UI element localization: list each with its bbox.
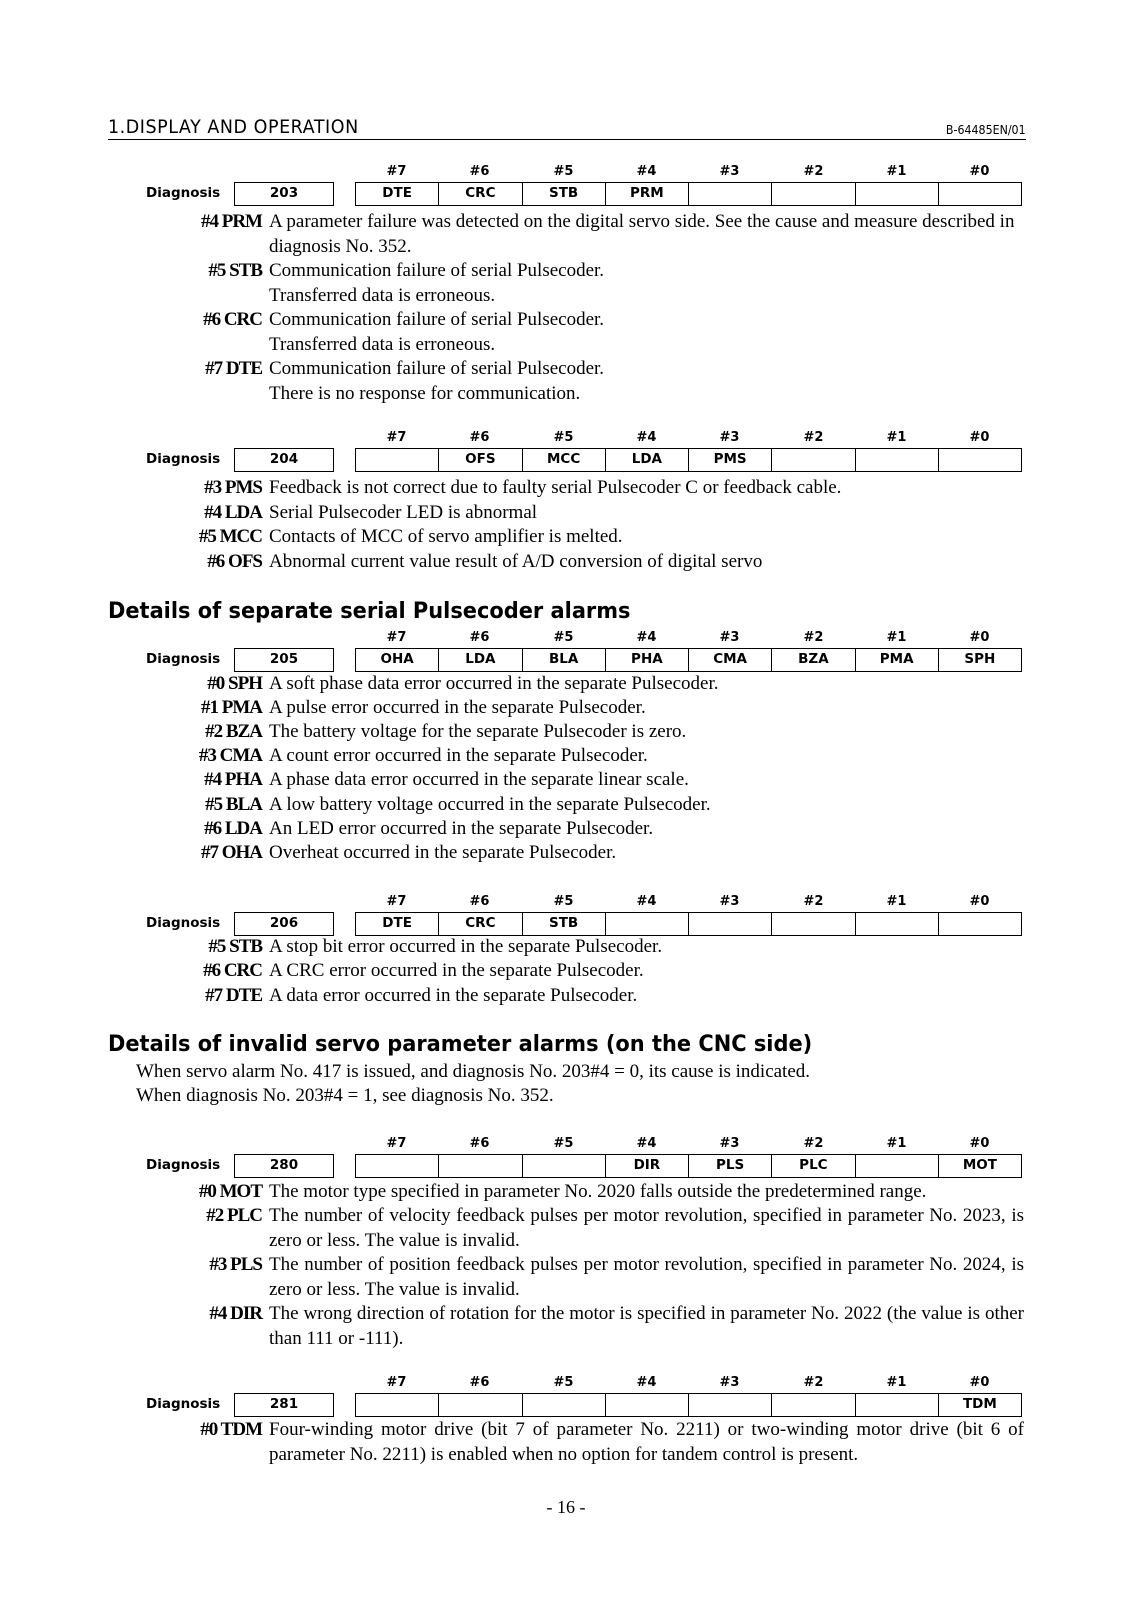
bit-header-7: #7 [386,164,407,179]
bit-header-0: #0 [969,894,990,909]
bit-cell-1 [856,913,939,935]
bit-description-text: A soft phase data error occurred in the separate Pulsecoder. [269,673,719,694]
bit-header-2: #2 [803,1136,824,1151]
bit-tag: #5 BLA [205,794,262,815]
bit-header-7: #7 [386,894,407,909]
bit-cell-7: DTE [356,183,439,205]
bit-cell-1: PMA [856,649,939,671]
bit-tag: #4 PHA [204,769,262,790]
bit-description-text: Contacts of MCC of servo amplifier is melted. [269,526,623,547]
bit-cell-4: DIR [606,1155,689,1177]
bit-tag: #4 PRM [200,211,262,232]
bit-tag: #3 CMA [198,745,262,766]
bit-tag: #1 PMA [200,697,262,718]
bit-cell-5: BLA [523,649,606,671]
diagnosis-205-table [0,630,1132,670]
bit-description-text: A CRC error occurred in the separate Pulsecoder. [269,960,644,981]
bit-header-7: #7 [386,430,407,445]
bit-header-2: #2 [803,1375,824,1390]
bit-description-text: A data error occurred in the separate Pulsecoder. [269,985,638,1006]
bit-header-3: #3 [719,1375,740,1390]
bit-header-1: #1 [886,430,907,445]
intro-paragraph: When diagnosis No. 203#4 = 1, see diagnosis No. 352. [136,1085,554,1106]
bit-cell-6: CRC [439,913,522,935]
bit-tag: #0 MOT [198,1181,262,1202]
bit-tag: #4 DIR [209,1303,262,1324]
bit-header-3: #3 [719,630,740,645]
bit-header-6: #6 [469,894,490,909]
bit-cell-3: CMA [689,649,772,671]
diagnosis-label: Diagnosis [146,185,221,201]
bit-cell-0 [939,913,1021,935]
bit-cell-0: MOT [962,1157,997,1173]
bit-cell-5: STB [523,913,606,935]
diagnosis-280-table [0,1136,1132,1176]
bit-header-0: #0 [969,1375,990,1390]
bit-tag: #5 STB [208,936,262,957]
bit-tag: #4 LDA [204,502,262,523]
bit-description-text: The wrong direction of rotation for the motor is specified in parameter No. 2022 (the value is other than 111 or -111). [269,1303,1024,1349]
bit-cell-6 [439,1155,522,1177]
diagnosis-number: 203 [234,182,334,206]
diagnosis-label: Diagnosis [146,451,221,467]
bit-header-5: #5 [553,1375,574,1390]
bit-tag: #5 STB [208,260,262,281]
diagnosis-label: Diagnosis [146,1157,221,1173]
bit-cell-2 [772,183,855,205]
bit-cell-5: MCC [523,449,606,471]
bit-cell-5: STB [523,183,606,205]
bit-row [355,182,1022,206]
bit-header-3: #3 [719,1136,740,1151]
bit-header-5: #5 [553,1136,574,1151]
bit-description-text: Four-winding motor drive (bit 7 of parameter No. 2211) or two-winding motor drive (bit 6 of parameter No. 2211) is enabled when no option for tandem control is present. [269,1419,1024,1465]
bit-cell-4 [606,913,689,935]
section-heading-separate: Details of separate serial Pulsecoder alarms [108,598,631,624]
bit-header-1: #1 [886,164,907,179]
bit-description-text: A pulse error occurred in the separate Pulsecoder. [269,697,646,718]
bit-header-6: #6 [469,164,490,179]
bit-header-4: #4 [636,430,657,445]
bit-cell-1 [856,183,939,205]
bit-tag: #0 TDM [200,1419,262,1440]
bit-cell-3: PLS [689,1155,772,1177]
bit-row [355,1154,1022,1178]
bit-header-4: #4 [636,630,657,645]
bit-cell-5 [523,1155,606,1177]
bit-cell-7: OHA [356,649,439,671]
bit-header-4: #4 [636,894,657,909]
diagnosis-number: 280 [234,1154,334,1178]
bit-description-text: A parameter failure was detected on the digital servo side. See the cause and measure described in diagnosis No. 352. [269,211,1015,257]
bit-cell-3 [689,1394,772,1416]
bit-row [355,448,1022,472]
bit-header-6: #6 [469,1375,490,1390]
bit-tag: #6 CRC [203,960,262,981]
bit-cell-7 [356,1394,439,1416]
bit-header-5: #5 [553,430,574,445]
diagnosis-number: 205 [234,648,334,672]
section-heading-invalid: Details of invalid servo parameter alarms (on the CNC side) [108,1031,813,1057]
bit-tag: #0 SPH [207,673,262,694]
bit-cell-3 [689,183,772,205]
bit-cell-7 [356,449,439,471]
diagnosis-204-table [0,430,1132,470]
bit-description-text: Abnormal current value result of A/D conversion of digital servo [269,551,763,572]
bit-header-6: #6 [469,430,490,445]
bit-header-2: #2 [803,164,824,179]
diagnosis-203-table [0,164,1132,204]
section-title: 1.DISPLAY AND OPERATION [108,116,359,138]
bit-header-6: #6 [469,630,490,645]
bit-header-2: #2 [803,430,824,445]
bit-header-1: #1 [886,1136,907,1151]
bit-cell-6 [439,1394,522,1416]
bit-tag: #7 OHA [200,842,262,863]
bit-cell-1 [856,1155,939,1177]
bit-cell-7: DTE [356,913,439,935]
bit-description-text: Overheat occurred in the separate Pulsecoder. [269,842,617,863]
bit-header-5: #5 [553,630,574,645]
bit-cell-0 [939,183,1021,205]
bit-header-1: #1 [886,630,907,645]
bit-cell-6: CRC [439,183,522,205]
bit-cell-6: OFS [439,449,522,471]
bit-header-2: #2 [803,894,824,909]
bit-header-7: #7 [386,1136,407,1151]
bit-cell-2 [772,913,855,935]
diagnosis-label: Diagnosis [146,1396,221,1412]
bit-header-3: #3 [719,164,740,179]
bit-cell-6: LDA [439,649,522,671]
bit-description-text: Feedback is not correct due to faulty serial Pulsecoder C or feedback cable. [269,477,842,498]
bit-header-5: #5 [553,894,574,909]
bit-tag: #6 LDA [204,818,262,839]
bit-cell-0: SPH [964,651,996,667]
bit-cell-7 [356,1155,439,1177]
bit-header-0: #0 [969,1136,990,1151]
bit-description-text: The battery voltage for the separate Pulsecoder is zero. [269,721,687,742]
bit-row [355,912,1022,936]
bit-cell-2: PLC [772,1155,855,1177]
bit-cell-4: PHA [606,649,689,671]
bit-tag: #6 OFS [207,551,262,572]
bit-description-text: A stop bit error occurred in the separate Pulsecoder. [269,936,663,957]
bit-header-6: #6 [469,1136,490,1151]
bit-tag: #6 CRC [203,309,262,330]
bit-cell-0: TDM [962,1396,997,1412]
bit-cell-4 [606,1394,689,1416]
bit-header-7: #7 [386,630,407,645]
diagnosis-label: Diagnosis [146,651,221,667]
bit-header-0: #0 [969,164,990,179]
bit-description-text: A low battery voltage occurred in the separate Pulsecoder. [269,794,711,815]
bit-description-text: A phase data error occurred in the separate linear scale. [269,769,689,790]
bit-tag: #2 BZA [205,721,262,742]
diagnosis-206-table [0,894,1132,934]
bit-header-7: #7 [386,1375,407,1390]
bit-header-1: #1 [886,894,907,909]
bit-cell-4: LDA [606,449,689,471]
bit-description-text: Communication failure of serial Pulsecoder. Transferred data is erroneous. [269,260,605,306]
diagnosis-number: 281 [234,1393,334,1417]
intro-paragraph: When servo alarm No. 417 is issued, and diagnosis No. 203#4 = 0, its cause is indicated. [136,1061,811,1082]
bit-cell-0 [939,449,1021,471]
page-number: - 16 - [546,1497,586,1517]
bit-description-text: Communication failure of serial Pulsecoder. Transferred data is erroneous. [269,309,605,355]
document-number: B-64485EN/01 [946,123,1026,137]
bit-row [355,1393,1022,1417]
bit-header-5: #5 [553,164,574,179]
bit-description-text: A count error occurred in the separate Pulsecoder. [269,745,648,766]
bit-description-text: An LED error occurred in the separate Pulsecoder. [269,818,654,839]
bit-cell-2: BZA [772,649,855,671]
bit-tag: #5 MCC [198,526,262,547]
bit-header-0: #0 [969,630,990,645]
bit-cell-2 [772,449,855,471]
bit-header-3: #3 [719,894,740,909]
bit-row [355,648,1022,672]
bit-description-text: The number of position feedback pulses per motor revolution, specified in parameter No. 2024, is zero or less. The value is invalid. [269,1254,1024,1300]
bit-tag: #2 PLC [206,1205,262,1226]
bit-tag: #3 PMS [204,477,262,498]
bit-header-0: #0 [969,430,990,445]
diagnosis-281-table [0,1375,1132,1415]
bit-tag: #7 DTE [205,985,262,1006]
bit-cell-3: PMS [689,449,772,471]
bit-tag: #7 DTE [205,358,262,379]
bit-header-4: #4 [636,1136,657,1151]
bit-description-text: The number of velocity feedback pulses per motor revolution, specified in parameter No. 2023, is zero or less. The value is invalid. [269,1205,1024,1251]
bit-cell-2 [772,1394,855,1416]
diagnosis-number: 204 [234,448,334,472]
bit-cell-4: PRM [606,183,689,205]
diagnosis-number: 206 [234,912,334,936]
page-header [108,116,1026,140]
bit-cell-5 [523,1394,606,1416]
bit-header-3: #3 [719,430,740,445]
bit-tag: #3 PLS [209,1254,262,1275]
bit-description-text: Serial Pulsecoder LED is abnormal [269,502,538,523]
bit-cell-1 [856,1394,939,1416]
bit-header-4: #4 [636,164,657,179]
bit-header-4: #4 [636,1375,657,1390]
bit-cell-1 [856,449,939,471]
bit-header-1: #1 [886,1375,907,1390]
bit-description-text: Communication failure of serial Pulsecoder. There is no response for communication. [269,358,605,404]
bit-cell-3 [689,913,772,935]
bit-description-text: The motor type specified in parameter No. 2020 falls outside the predetermined range. [269,1181,927,1202]
diagnosis-label: Diagnosis [146,915,221,931]
bit-header-2: #2 [803,630,824,645]
